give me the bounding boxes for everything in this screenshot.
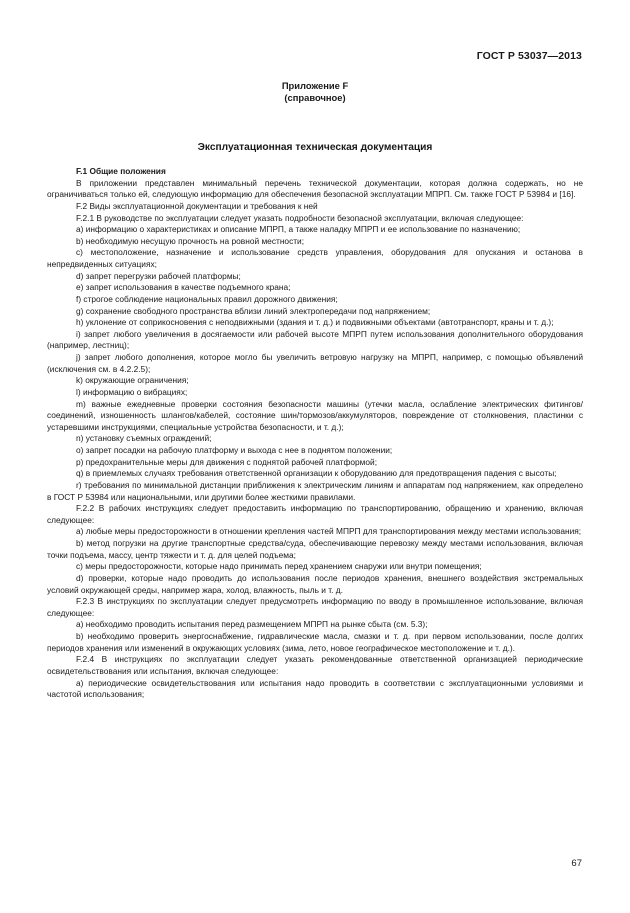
paragraph: q) в приемлемых случаях требования ответственной организации к оборудованию для предотвращения падения с высоты; [76,468,557,479]
paragraph: f) строгое соблюдение национальных правил дорожного движения; [76,293,338,304]
paragraph: a) периодические освидетельствования или испытания надо проводить в соответствии с эксплуатационными условиями и частотой использования; [47,677,583,700]
paragraph: F.2.3 В инструкциях по эксплуатации следует предусмотреть информацию по вводу в промышленное использование, включая следующее: [47,596,583,618]
paragraph: b) метод погрузки на другие транспортные средства/суда, обеспечивающие перевозку между местами использования, включая точки подъема, массу, центр тяжести и т. д. для целей подъема; [47,538,583,560]
page-number: 67 [571,858,582,869]
annex-heading [0,80,630,104]
paragraph: l) информацию о вибрациях; [76,386,188,397]
paragraph: b) необходимо проверить энергоснабжение, гидравлические масла, смазки и т. д. при первом использовании, после долгих периодов хранения или изменений в окружающих условиях (зима, лето, новое географическое местоположение и т. д.). [47,631,583,653]
paragraph: e) запрет использования в качестве подъемного крана; [76,282,291,293]
paragraph: m) важные ежедневные проверки состояния безопасности машины (утечки масла, ослабление электрических фитингов/соединений, изношенность шлангов/кабелей, состояние шин/тормозов/аккумуляторов, повреждение от столкновения, пластинки с устаревшими инструкциями, специальные устройства безопасности, и т. д.); [47,398,583,432]
paragraph: a) любые меры предосторожности в отношении крепления частей МПРП для транспортирования между местами использования; [76,526,582,537]
paragraph: a) необходимо проводить испытания перед размещением МПРП на рынке сбыта (см. 5.3); [76,619,428,630]
paragraph: c) меры предосторожности, которые надо принимать перед хранением снаружи или внутри помещения; [76,561,482,572]
annex-subtitle: (справочное) [284,92,346,103]
paragraph: c) местоположение, назначение и использование средств управления, оборудования для опускания и останова в непредвиденных ситуациях; [47,247,583,269]
annex-title: Приложение F [281,80,349,91]
document-body [47,166,583,701]
paragraph: n) установку съемных ограждений; [76,433,212,444]
paragraph: h) уклонение от соприкосновения с неподвижными (здания и т. д.) и подвижными объектами (автотранспорт, краны и т. д.); [76,317,554,328]
paragraph: o) запрет посадки на рабочую платформу и выхода с нее в поднятом положении; [76,445,393,455]
section-heading: F.1 Общие положения [76,166,166,176]
paragraph: F.2.1 В руководстве по эксплуатации следует указать подробности безопасной эксплуатации, включая следующее: [76,212,524,223]
paragraph: d) запрет перегрузки рабочей платформы; [76,270,241,281]
paragraph: В приложении представлен минимальный перечень технической документации, которая должна содержать, но не ограничиваться только ей, следующую информацию для обеспечения безопасной эксплуатации МПРП. См. также ГОСТ Р 53984 и [16]. [47,177,583,200]
paragraph: j) запрет любого дополнения, которое могло бы увеличить ветровую нагрузку на МПРП, например, с помощью объявлений (исключения см. в 4.2.2.5); [47,352,583,374]
document-title: Эксплуатационная техническая документация [197,142,433,153]
paragraph: F.2 Виды эксплуатационной документации и требования к ней [76,200,318,211]
paragraph: d) проверки, которые надо проводить до использования после периодов хранения, внешнего воздействия экстремальных условий окружающей среды, например жара, холод, влажность, пыль и т. д. [47,572,583,595]
paragraph: g) сохранение свободного пространства вблизи линий электропередачи под напряжением; [76,305,431,316]
standard-number: ГОСТ Р 53037—2013 [476,50,582,62]
paragraph: F.2.4 В инструкциях по эксплуатации следует указать рекомендованные ответственной организацией периодические освидетельствования или испытания, включая следующее: [47,654,583,676]
paragraph: p) предохранительные меры для движения с поднятой рабочей платформой; [76,456,378,467]
paragraph: a) информацию о характеристиках и описание МПРП, а также наладку МПРП и ее использование по назначению; [76,224,521,235]
paragraph: k) окружающие ограничения; [76,375,189,386]
paragraph: b) необходимую несущую прочность на ровной местности; [76,235,305,246]
paragraph: F.2.2 В рабочих инструкциях следует предоставить информацию по транспортированию, обращению и хранению, включая следующее: [47,503,583,525]
paragraph: r) требования по минимальной дистанции приближения к электрическим линиям и аппаратам под напряжением, как определено в ГОСТ Р 53984 или национальными, или другими более жесткими правилами. [47,479,583,502]
paragraph: i) запрет любого увеличения в досягаемости или рабочей высоте МПРП путем использования дополнительного оборудования (например, лестниц); [47,328,583,351]
